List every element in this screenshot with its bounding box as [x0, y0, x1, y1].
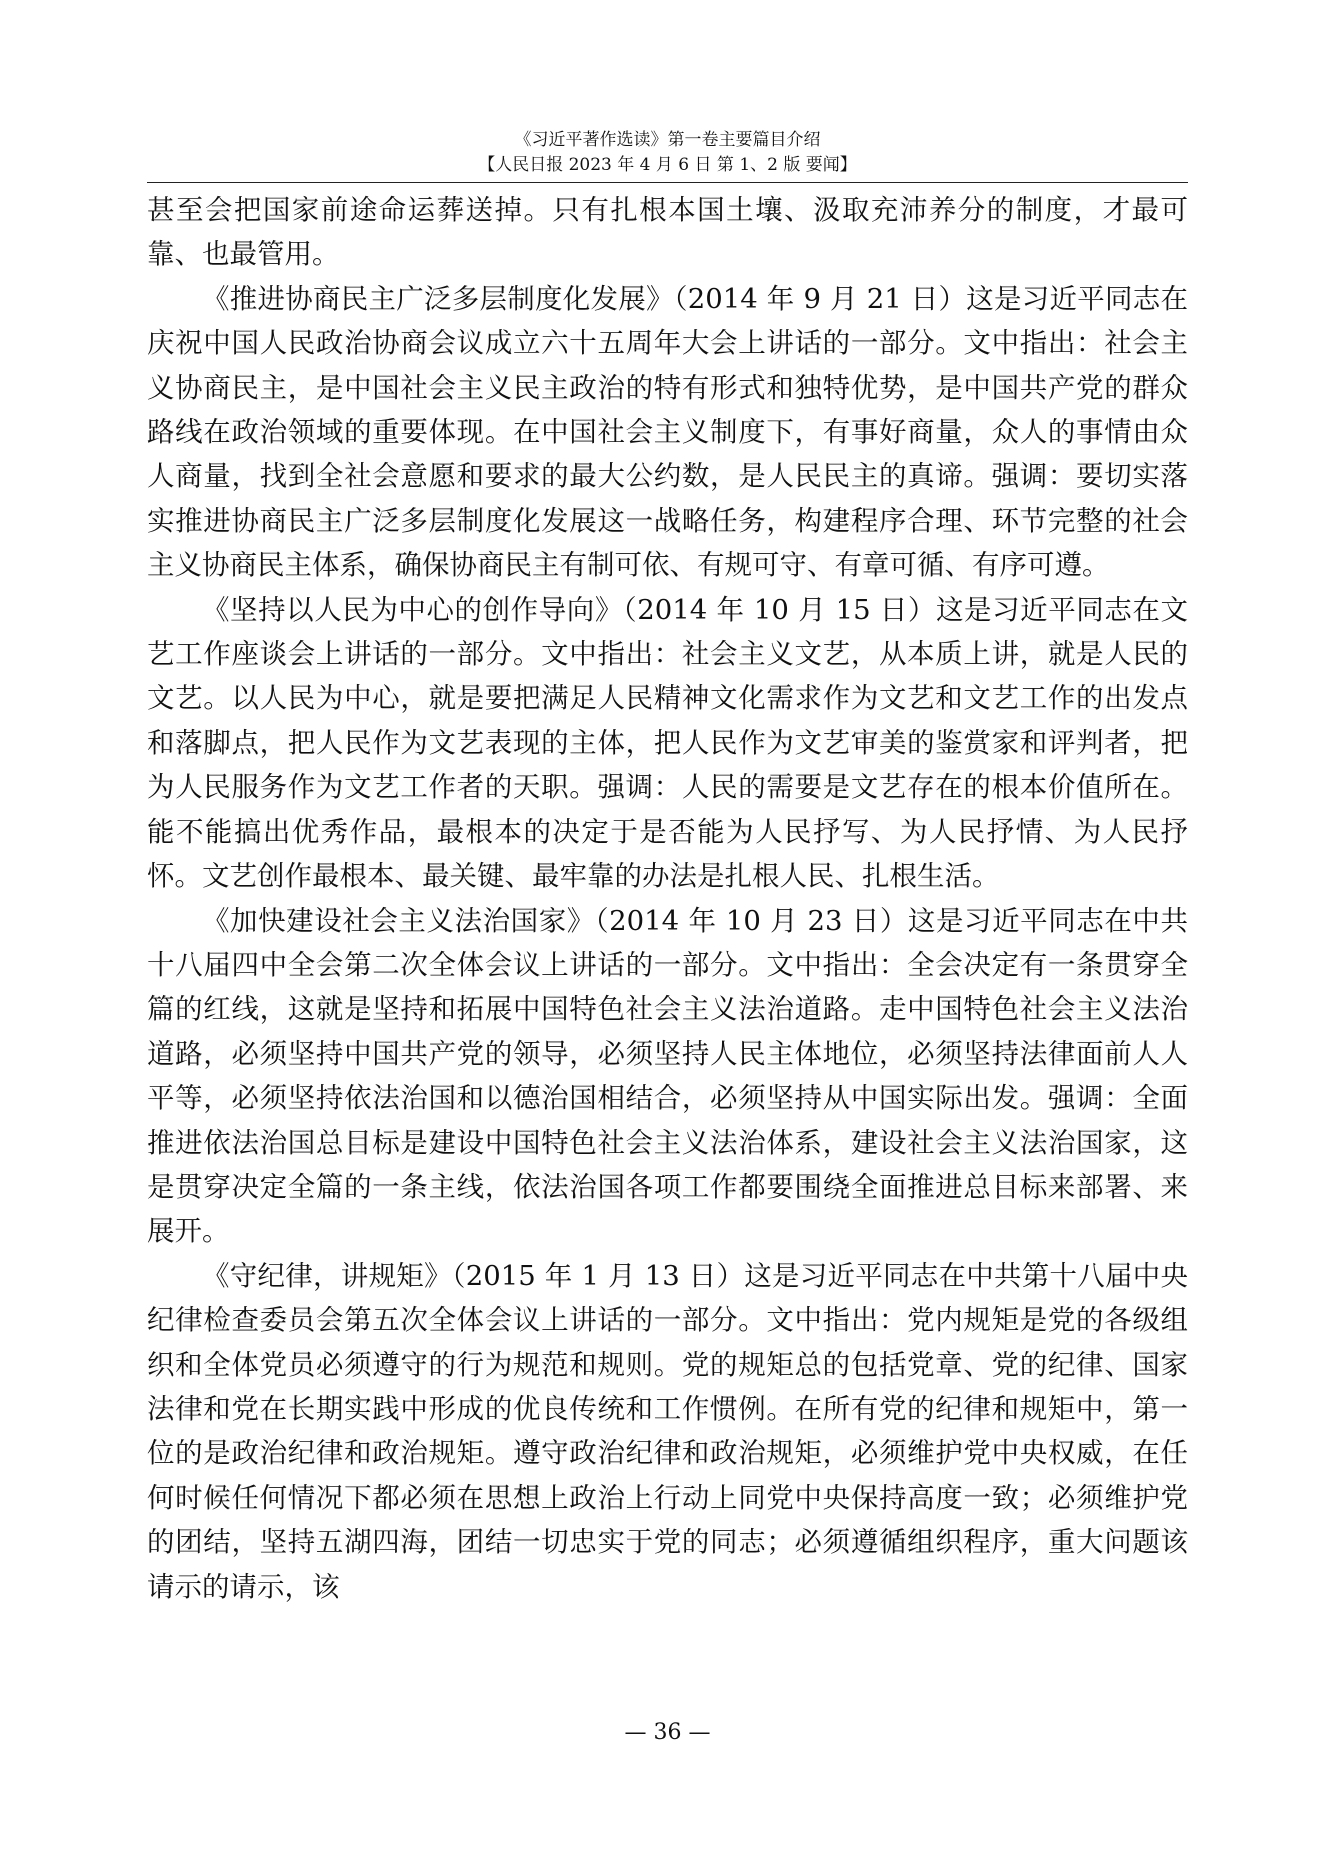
- paragraph-continued: 甚至会把国家前途命运葬送掉。只有扎根本国土壤、汲取充沛养分的制度，才最可靠、也最管用。: [147, 194, 1188, 271]
- page-header: [147, 128, 1188, 178]
- header-divider: [147, 182, 1188, 183]
- document-body: [147, 188, 1188, 1609]
- page-number: — 36 —: [624, 1720, 711, 1745]
- paragraph-discipline-rules: 《守纪律，讲规矩》（2015 年 1 月 13 日）这是习近平同志在中共第十八届中央纪律检查委员会第五次全体会议上讲话的一部分。文中指出：党内规矩是党的各级组织和全体党员必须遵守的行为规范和规则。党的规矩总的包括党章、党的纪律、国家法律和党在长期实践中形成的优良传统和工作惯例。在所有党的纪律和规矩中，第一位的是政治纪律和政治规矩。遵守政治纪律和政治规矩，必须维护党中央权威，在任何时候任何情况下都必须在思想上政治上行动上同党中央保持高度一致；必须维护党的团结，坚持五湖四海，团结一切忠实于党的同志；必须遵循组织程序，重大问题该请示的请示，该: [147, 1259, 1188, 1603]
- paragraph-rule-of-law: 《加快建设社会主义法治国家》（2014 年 10 月 23 日）这是习近平同志在中共十八届四中全会第二次全体会议上讲话的一部分。文中指出：全会决定有一条贯穿全篇的红线，这就是坚持和拓展中国特色社会主义法治道路。走中国特色社会主义法治道路，必须坚持中国共产党的领导，必须坚持人民主体地位，必须坚持法律面前人人平等，必须坚持依法治国和以德治国相结合，必须坚持从中国实际出发。强调：全面推进依法治国总目标是建设中国特色社会主义法治体系，建设社会主义法治国家，这是贯穿决定全篇的一条主线，依法治国各项工作都要围绕全面推进总目标来部署、来展开。: [147, 904, 1188, 1248]
- paragraph-consultative-democracy: 《推进协商民主广泛多层制度化发展》（2014 年 9 月 21 日）这是习近平同志在庆祝中国人民政治协商会议成立六十五周年大会上讲话的一部分。文中指出：社会主义协商民主，是中国社会主义民主政治的特有形式和独特优势，是中国共产党的群众路线在政治领域的重要体现。在中国社会主义制度下，有事好商量，众人的事情由众人商量，找到全社会意愿和要求的最大公约数，是人民民主的真谛。强调：要切实落实推进协商民主广泛多层制度化发展这一战略任务，构建程序合理、环节完整的社会主义协商民主体系，确保协商民主有制可依、有规可守、有章可循、有序可遵。: [147, 282, 1188, 582]
- header-source: 【人民日报 2023 年 4 月 6 日 第 1、2 版 要闻】: [478, 155, 857, 175]
- paragraph-people-centered-creation: 《坚持以人民为中心的创作导向》（2014 年 10 月 15 日）这是习近平同志在文艺工作座谈会上讲话的一部分。文中指出：社会主义文艺，从本质上讲，就是人民的文艺。以人民为中心，就是要把满足人民精神文化需求作为文艺和文艺工作的出发点和落脚点，把人民作为文艺表现的主体，把人民作为文艺审美的鉴赏家和评判者，把为人民服务作为文艺工作者的天职。强调：人民的需要是文艺存在的根本价值所在。能不能搞出优秀作品，最根本的决定于是否能为人民抒写、为人民抒情、为人民抒怀。文艺创作最根本、最关键、最牢靠的办法是扎根人民、扎根生活。: [147, 593, 1188, 893]
- header-title: 《习近平著作选读》第一卷主要篇目介绍: [514, 130, 821, 150]
